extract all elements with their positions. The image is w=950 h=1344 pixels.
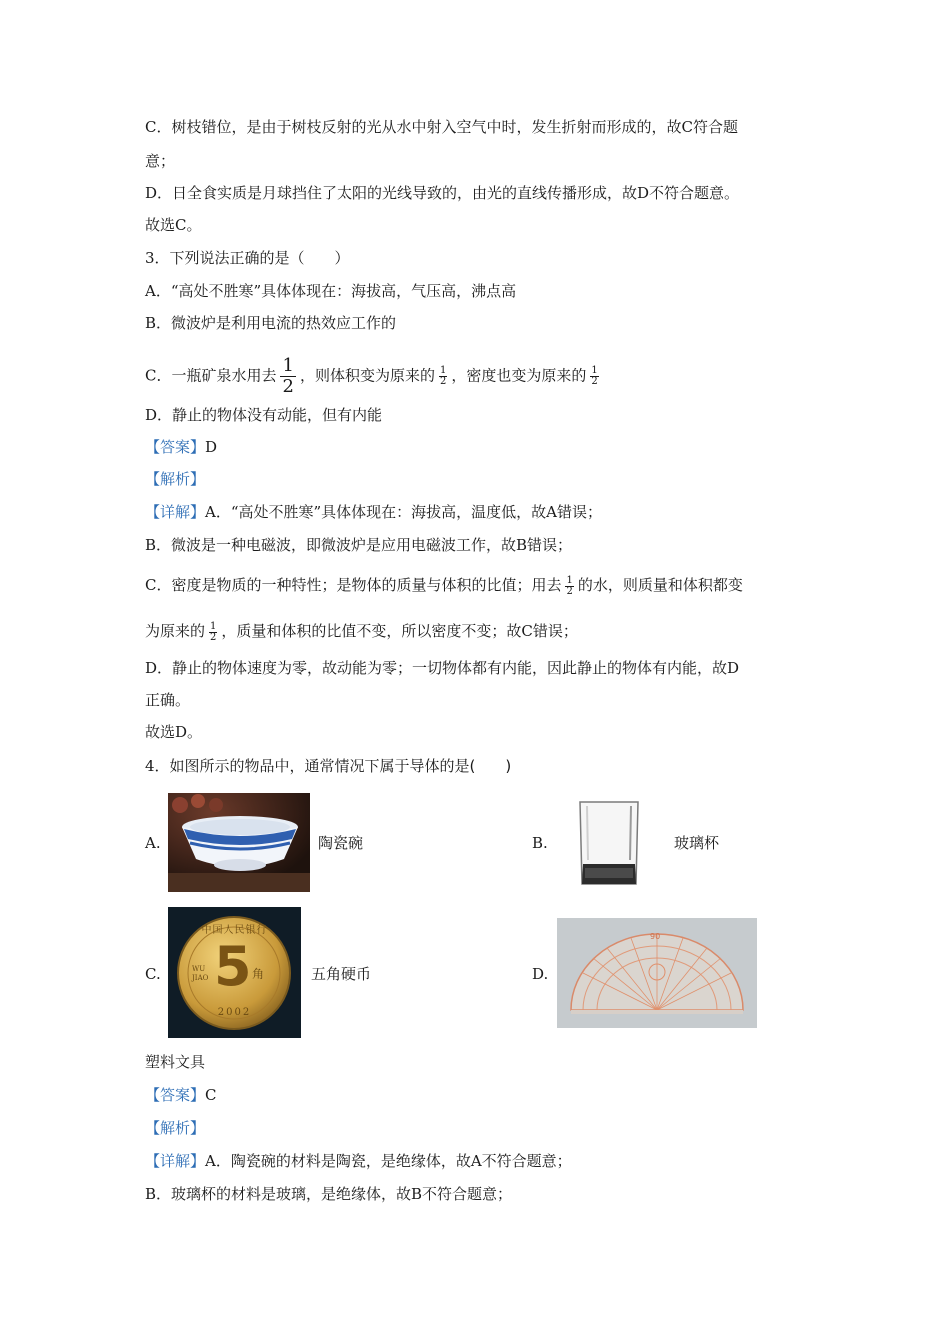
answer-paren: ( ) xyxy=(469,757,512,775)
glass-cup-image xyxy=(575,798,643,888)
q3-option-c xyxy=(145,356,603,397)
q3-explain-b: B．微波是一种电磁波，即微波炉是应用电磁波工作，故B错误； xyxy=(145,536,573,554)
q3-explain-d1: D．静止的物体速度为零，故动能为零；一切物体都有内能，因此静止的物体有内能，故D xyxy=(145,659,740,677)
coin-pinyin: WU JIAO xyxy=(192,965,209,982)
answer-tag: 【答案】 xyxy=(145,1086,206,1104)
q3-explain-c1: C．密度是物质的一种特性；是物体的质量与体积的比值；用去 $\frac{1}{2}$ 的水，则质量和体积都变 xyxy=(145,574,743,597)
q4-answer xyxy=(145,1085,217,1105)
q3-option-a: A．“高处不胜寒”具体体现在：海拔高，气压高，沸点高 xyxy=(145,282,517,300)
q4-option-c-label: C. xyxy=(145,965,161,983)
q4-option-a-label: A. xyxy=(145,834,161,852)
q4-option-d-name: 塑料文具 xyxy=(145,1053,206,1071)
q3-option-c-text2: ，则体积变为原来的 xyxy=(299,366,435,385)
q3-explain-a: 【详解】A．“高处不胜寒”具体体现在：海拔高，温度低，故A错误； xyxy=(145,503,603,521)
detail-tag: 【详解】 xyxy=(145,503,206,521)
q4-explain-b: B．玻璃杯的材料是玻璃，是绝缘体，故B不符合题意； xyxy=(145,1185,513,1203)
q3-analysis-tag: 【解析】 xyxy=(145,470,206,488)
q4-option-d-label: D. xyxy=(532,965,549,983)
ceramic-bowl-icon xyxy=(168,793,310,892)
answer-value: C xyxy=(205,1086,217,1104)
q3-option-c-text3: ，密度也变为原来的 xyxy=(451,366,587,385)
ceramic-bowl-image xyxy=(168,793,310,892)
q4-explain-a: 【详解】A．陶瓷碗的材料是陶瓷，是绝缘体，故A不符合题意； xyxy=(145,1152,572,1170)
q3-option-c-text1: C．一瓶矿泉水用去 xyxy=(145,366,277,385)
coin-top-text: 中国人民银行 xyxy=(201,925,268,936)
answer-tag: 【答案】 xyxy=(145,438,206,456)
prev-choose: 故选C。 xyxy=(145,216,202,234)
protractor-mark: 90 xyxy=(650,932,661,941)
q3-option-d: D．静止的物体没有动能，但有内能 xyxy=(145,406,383,424)
fraction-half: $\frac{1}{2}$ xyxy=(566,574,573,597)
coin-jiao: 角 xyxy=(252,967,265,981)
q4-analysis-tag: 【解析】 xyxy=(145,1119,206,1137)
protractor-image xyxy=(557,918,757,1028)
q3-explain-c2: 为原来的 $\frac{1}{2}$ ，质量和体积的比值不变，所以密度不变；故C错误； xyxy=(145,620,578,643)
q3-choose: 故选D。 xyxy=(145,723,203,741)
q4-option-b-name: 玻璃杯 xyxy=(674,834,720,852)
fraction-half: $\frac{1}{2}$ xyxy=(439,365,447,387)
q3-answer xyxy=(145,437,217,457)
coin-digit: 5 xyxy=(214,935,252,998)
q3-stem: 3．下列说法正确的是（ ） xyxy=(145,249,350,267)
prev-option-c-line1: C．树枝错位，是由于树枝反射的光从水中射入空气中时，发生折射而形成的，故C符合题 xyxy=(145,118,738,136)
q4-option-b-label: B. xyxy=(532,834,548,852)
q4-option-a-name: 陶瓷碗 xyxy=(318,834,364,852)
fraction-half: $\frac{1}{2}$ xyxy=(282,355,294,397)
glass-cup-icon xyxy=(575,798,643,888)
q3-option-b: B．微波炉是利用电流的热效应工作的 xyxy=(145,314,397,332)
q4-stem: 4．如图所示的物品中，通常情况下属于导体的是( ) xyxy=(145,757,512,775)
coin-year: 2002 xyxy=(217,1007,252,1018)
answer-value: D xyxy=(205,438,218,456)
q4-option-c-name: 五角硬币 xyxy=(311,965,372,983)
prev-option-d: D．日全食实质是月球挡住了太阳的光线导致的，由光的直线传播形成，故D不符合题意。 xyxy=(145,184,740,202)
coin-image xyxy=(168,907,301,1038)
fraction-half: $\frac{1}{2}$ xyxy=(591,365,598,387)
q3-explain-d2: 正确。 xyxy=(145,691,191,709)
detail-tag: 【详解】 xyxy=(145,1152,206,1170)
prev-option-c-line2: 意； xyxy=(145,152,176,170)
fraction-half: $\frac{1}{2}$ xyxy=(210,620,217,643)
